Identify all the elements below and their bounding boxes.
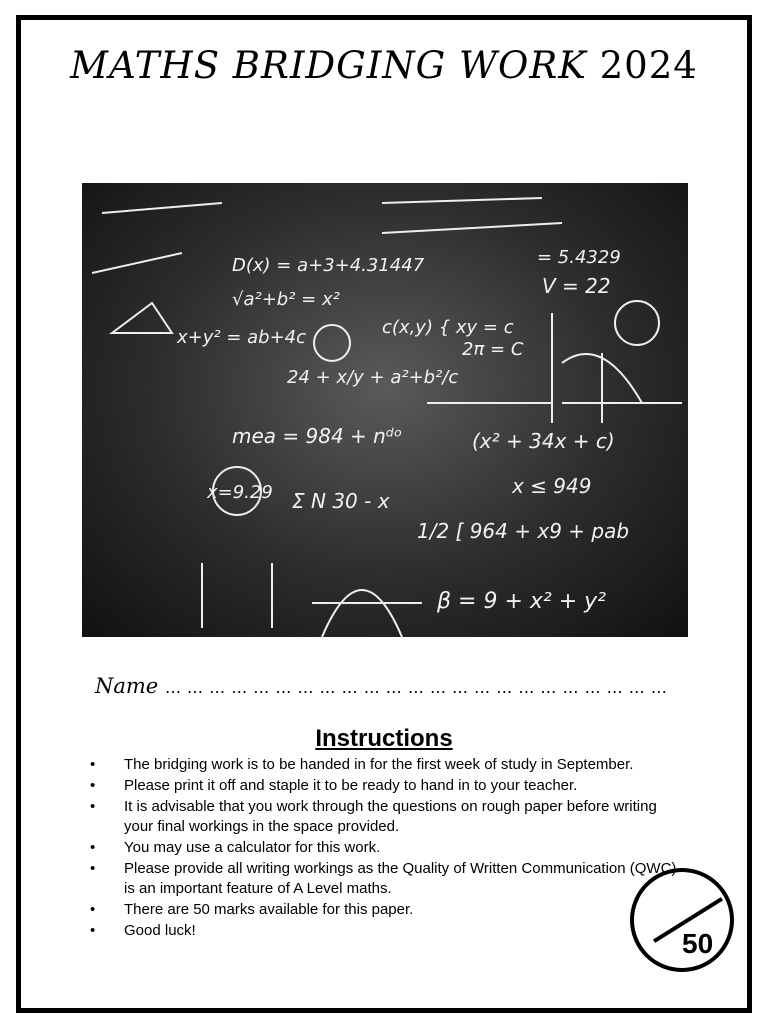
chalkboard-image [82,183,688,637]
chalk-text: V = 22 [542,274,611,298]
chalkboard-drawing [82,183,688,637]
chalk-text: mea = 984 + nᵈᵒ [232,424,403,448]
bullet-icon: • [90,860,96,877]
instruction-text: Please provide all writing workings as the Quality of Written Communication (QWC) is an important feature of A Level maths. [124,860,677,897]
list-item [88,755,678,775]
list-item [88,859,678,899]
instruction-text: You may use a calculator for this work. [124,839,381,856]
instruction-text: The bridging work is to be handed in for the first week of study in September. [124,756,634,773]
name-label: Name [95,674,159,698]
instructions-heading: Instructions [315,725,453,752]
title-year: 2024 [599,44,698,87]
chalk-text: Σ N 30 - x [292,489,390,513]
instruction-text: It is advisable that you work through the questions on rough paper before writing your final workings in the space provided. [124,798,657,835]
chalk-text: 24 + x/y + a²+b²/c [287,367,459,388]
name-field[interactable] [95,674,667,698]
chalk-text: x+y² = ab+4c [177,327,307,348]
list-item [88,776,678,796]
chalk-text: 1/2 [ 964 + x9 + pab [417,519,630,543]
bullet-icon: • [90,756,96,773]
bullet-icon: • [90,839,96,856]
score-circle [630,868,734,972]
list-item [88,797,678,837]
bullet-icon: • [90,798,96,815]
chalk-text: x ≤ 949 [512,474,592,498]
bullet-icon: • [90,901,96,918]
chalk-text: 2π = C [462,339,524,360]
list-item [88,900,678,920]
instruction-text: Please print it off and staple it to be ready to hand in to your teacher. [124,777,578,794]
chalk-text: D(x) = a+3+4.31447 [232,255,425,276]
chalk-text: √a²+b² = x² [232,289,340,310]
score-total: 50 [682,928,714,959]
chalk-text: x=9.29 [207,482,273,503]
instructions-list [88,755,678,942]
name-dotted-line: … … … … … … … … … … … … … … … … … … … … … … … [164,678,668,697]
list-item [88,838,678,858]
bullet-icon: • [90,777,96,794]
list-item [88,921,678,941]
chalk-text: β = 9 + x² + y² [437,589,606,614]
bullet-icon: • [90,922,96,939]
chalk-text: = 5.4329 [537,247,621,268]
chalk-text: c(x,y) { xy = c [382,317,514,338]
title-text: MATHS BRIDGING WORK [70,44,587,87]
instruction-text: There are 50 marks available for this paper. [124,901,414,918]
instruction-text: Good luck! [124,922,196,939]
page-title [0,44,768,87]
chalk-text: (x² + 34x + c) [472,429,615,453]
